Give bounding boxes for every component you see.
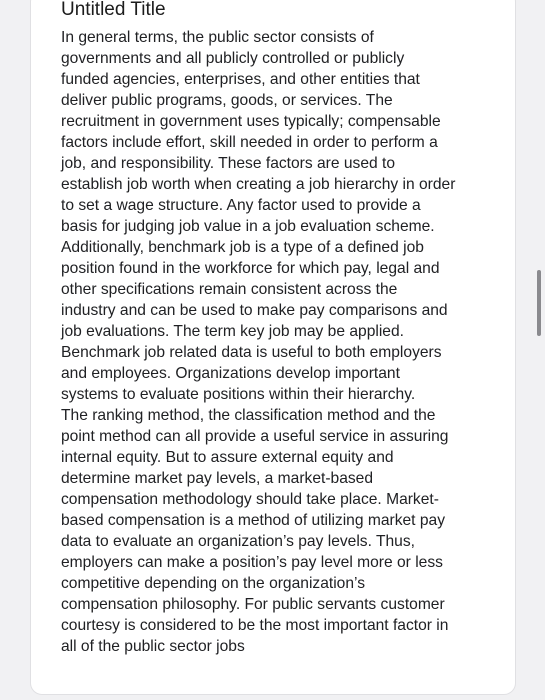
body-line: deliver public programs, goods, or services. The [61,92,393,109]
body-line: basis for judging job value in a job evaluation scheme. [61,218,435,235]
body-line: factors include effort, skill needed in order to perform a [61,134,438,151]
body-line: industry and can be used to make pay comparisons and [61,302,448,319]
body-line: other specifications remain consistent across the [61,281,398,298]
body-line: and employees. Organizations develop important [61,365,400,382]
body-line: courtesy is considered to be the most important factor in [61,617,449,634]
body-line: based compensation is a method of utilizing market pay [61,512,445,529]
body-line: all of the public sector jobs [61,638,245,655]
body-line: competitive depending on the organization’s [61,575,366,592]
body-line: job evaluations. The term key job may be applied. [61,323,404,340]
body-line: Additionally, benchmark job is a type of a defined job [61,239,424,256]
body-line: determine market pay levels, a market-based [61,470,374,487]
body-line: to set a wage structure. Any factor used to provide a [61,197,421,214]
body-line: point method can all provide a useful service in assuring [61,428,449,445]
body-line: compensation methodology should take place. Market- [61,491,439,508]
body-line: data to evaluate an organization’s pay levels. Thus, [61,533,415,550]
document-card [30,0,516,695]
vertical-scrollbar[interactable] [537,270,541,336]
body-line: job, and responsibility. These factors are used to [61,155,396,172]
body-line: governments and all publicly controlled or publicly [61,50,405,67]
body-line: The ranking method, the classification method and the [61,407,436,424]
body-line: systems to evaluate positions within their hierarchy. [61,386,416,403]
body-line: funded agencies, enterprises, and other entities that [61,71,420,88]
body-line: position found in the workforce for which pay, legal and [61,260,440,277]
document-title: Untitled Title [61,0,166,20]
body-line: In general terms, the public sector consists of [61,29,374,46]
body-line: internal equity. But to assure external equity and [61,449,394,466]
body-line: recruitment in government uses typically; compensable [61,113,441,130]
body-line: Benchmark job related data is useful to both employers [61,344,442,361]
body-line: employers can make a position’s pay level more or less [61,554,443,571]
body-line: establish job worth when creating a job hierarchy in order [61,176,456,193]
document-body [61,27,491,657]
body-line: compensation philosophy. For public servants customer [61,596,445,613]
